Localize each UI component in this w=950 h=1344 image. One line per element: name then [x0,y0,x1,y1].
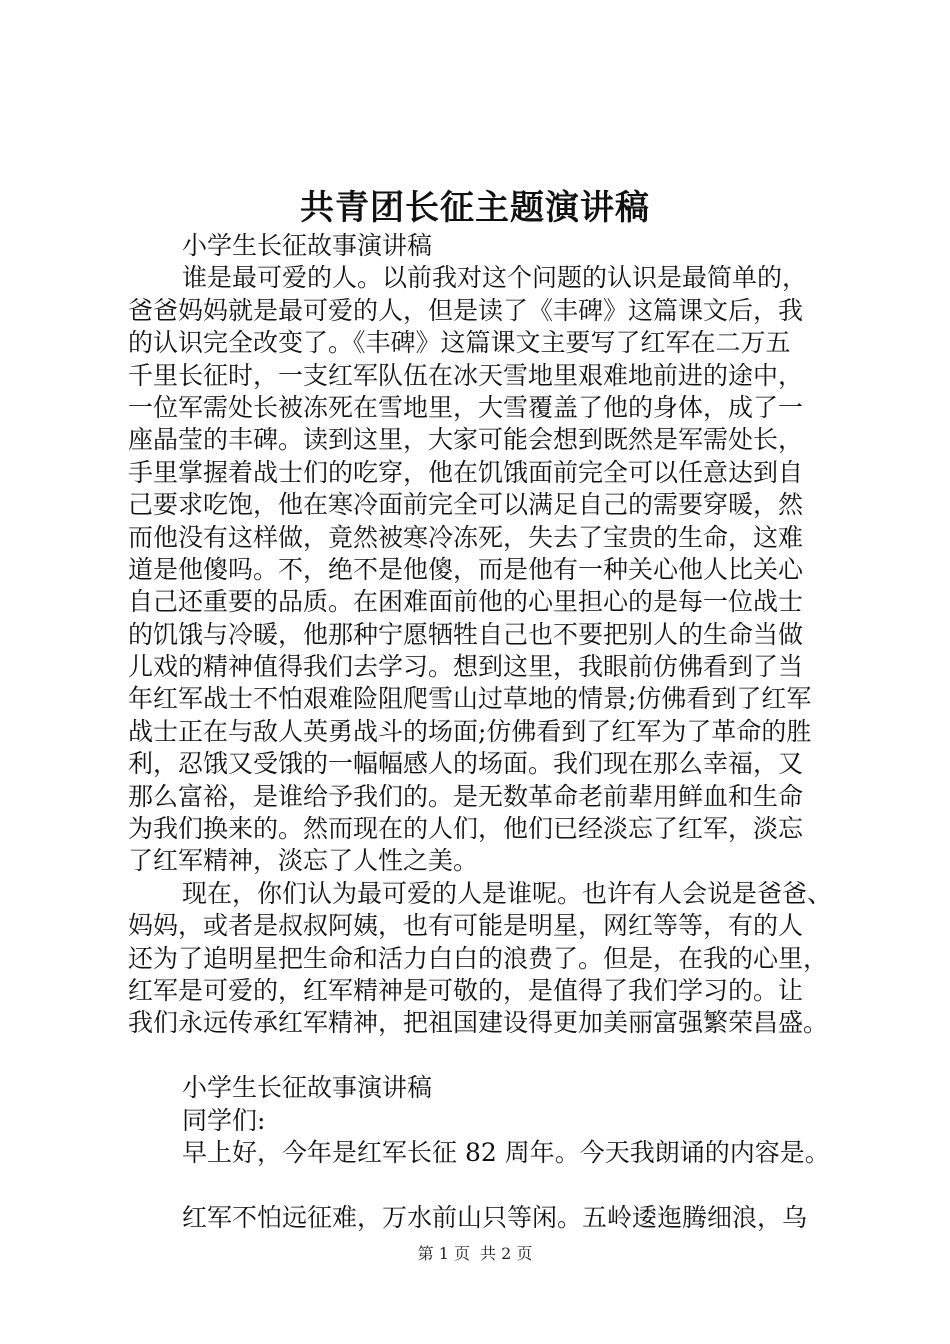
paragraph-line: 儿戏的精神值得我们去学习。想到这里，我眼前仿佛看到了当 [128,652,804,682]
paragraph-line: 道是他傻吗。不，绝不是他傻，而是他有一种关心他人比关心 [128,554,804,584]
paragraph-line: 利，忍饿又受饿的一幅幅感人的场面。我们现在那么幸福，又 [128,749,804,779]
paragraph-line: 那么富裕，是谁给予我们的。是无数革命老前辈用鲜血和生命 [128,781,804,811]
paragraph-line: 红军是可爱的，红军精神是可敬的，是值得了我们学习的。让 [128,975,804,1005]
paragraph-line: 了红军精神，淡忘了人性之美。 [128,846,479,876]
paragraph-line: 妈妈，或者是叔叔阿姨，也有可能是明星，网红等等，有的人 [128,911,804,941]
paragraph-line: 年红军战士不怕艰难险阻爬雪山过草地的情景;仿佛看到了红军 [128,684,812,714]
paragraph-line: 手里掌握着战士们的吃穿，他在饥饿面前完全可以任意达到自 [128,457,804,487]
page-footer [0,1243,950,1265]
greeting-line: 同学们: [182,1105,266,1135]
section-heading: 小学生长征故事演讲稿 [182,1073,433,1103]
paragraph-line: 而他没有这样做，竟然被寒冷冻死，失去了宝贵的生命，这难 [128,522,804,552]
paragraph-line: 千里长征时，一支红军队伍在冰天雪地里艰难地前进的途中， [128,360,804,390]
paragraph-line: 己要求吃饱，他在寒冷面前完全可以满足自己的需要穿暖，然 [128,490,804,520]
paragraph-line: 一位军需处长被冻死在雪地里，大雪覆盖了他的身体，成了一 [128,392,804,422]
paragraph-line: 谁是最可爱的人。以前我对这个问题的认识是最简单的， [182,263,808,293]
blank-line [128,1040,848,1072]
poem-line: 红军不怕远征难，万水前山只等闲。五岭逶迤腾细浪，乌 [182,1202,808,1232]
document-title: 共青团长征主题演讲稿 [300,188,650,228]
paragraph-line: 现在，你们认为最可爱的人是谁呢。也许有人会说是爸爸、 [182,878,833,908]
paragraph-line: 爸爸妈妈就是最可爱的人，但是读了《丰碑》这篇课文后，我 [128,295,804,325]
paragraph-line: 座晶莹的丰碑。读到这里，大家可能会想到既然是军需处长， [128,425,804,455]
paragraph-line: 我们永远传承红军精神，把祖国建设得更加美丽富强繁荣昌盛。 [128,1008,829,1038]
section-heading: 小学生长征故事演讲稿 [182,231,433,260]
page-total: 共 2 页 [480,1244,533,1263]
blank-line [128,1169,848,1201]
paragraph-line: 的认识完全改变了。《丰碑》这篇课文主要写了红军在二万五 [128,328,791,358]
document-body [128,230,848,1234]
paragraph-line: 战士正在与敌人英勇战斗的场面;仿佛看到了红军为了革命的胜 [128,716,812,746]
page-number: 第 1 页 [417,1244,470,1263]
paragraph-line: 还为了追明星把生命和活力白白的浪费了。但是，在我的心里， [128,943,829,973]
paragraph-line: 为我们换来的。然而现在的人们，他们已经淡忘了红军，淡忘 [128,814,804,844]
paragraph-line: 早上好，今年是红军长征 82 周年。今天我朗诵的内容是。 [182,1137,830,1167]
paragraph-line: 的饥饿与冷暖，他那种宁愿牺牲自己也不要把别人的生命当做 [128,619,804,649]
paragraph-line: 自己还重要的品质。在困难面前他的心里担心的是每一位战士 [128,587,804,617]
